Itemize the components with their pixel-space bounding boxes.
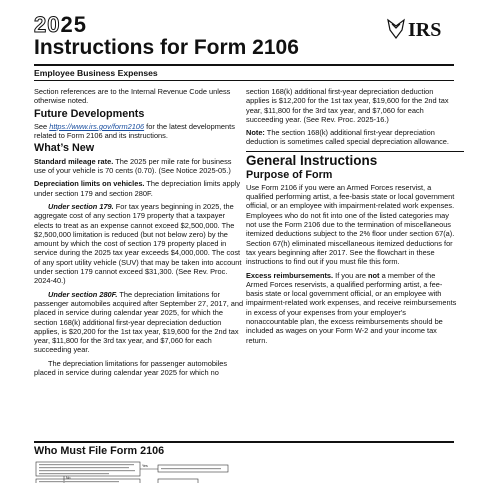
eagle-icon (388, 20, 404, 38)
general-instructions-heading: General Instructions (246, 153, 378, 169)
general-instructions-rule (246, 151, 464, 153)
flowchart-yes-label: Yes (142, 464, 148, 468)
form2106-link[interactable]: https://www.irs.gov/form2106 (49, 121, 145, 131)
purpose-of-form-heading: Purpose of Form (246, 168, 333, 181)
flowchart-heading: Who Must File Form 2106 (34, 445, 165, 457)
right-column (246, 87, 458, 349)
form-year: 2025 (34, 12, 87, 37)
depreciation-limits-paragraph: Depreciation limits on vehicles. The depreciation limits apply under section 179 and section 280F. (34, 179, 241, 198)
whats-new-heading: What’s New (34, 142, 95, 155)
future-developments-text: See https://www.irs.gov/form2106 for the latest developments related to Form 2106 and its instructions. (34, 121, 235, 141)
page-title: Instructions for Form 2106 (34, 36, 299, 59)
excess-reimbursements-paragraph: Excess reimbursements. If you are not a member of the Armed Forces reservists, a qualified performing artist, a fee-basis state or local government official, or an employee with impairment-related work expenses, and receive reimbursements in excess of your expenses from your employer's nonaccountable plan, the excess reimbursements should be included as wages on your Form W-2 and your income tax return. (246, 270, 457, 345)
flowchart-no-label: No (66, 476, 71, 480)
section-280f-paragraph: Under section 280F. The depreciation limitations for passenger automobiles acquired after September 27, 2017, and placed in service during calendar year 2025, for which the section 168(k) additional first-year depreciation deduction applies, is $20,200 for the 1st tax year, $19,600 for the 2nd tax year, $11,800 for the 3rd tax year, and $7,060 for each succeeding year. (34, 289, 244, 355)
left-column (34, 87, 244, 381)
flowchart-rule (34, 441, 454, 443)
continuation-text: section 168(k) additional first-year depreciation deduction applies is $12,200 for the 1st tax year, $19,600 for the 2nd tax year, $11,800 for the 3rd tax year, and $7,060 for each succeeding year. (See Rev. Proc. 2025-16.) (246, 87, 449, 124)
future-developments-heading: Future Developments (34, 107, 145, 120)
header-rule (34, 64, 454, 66)
subtitle-rule (34, 80, 454, 81)
mileage-rate-paragraph: Standard mileage rate. The 2025 per mile rate for business use of your vehicle is 70 cents (0.70). (See Notice 2025-05.) (34, 156, 232, 176)
svg-text:IRS: IRS (408, 19, 442, 41)
depreciation-limitations-paragraph: The depreciation limitations for passenger automobiles placed in service during calendar year 2025 for which no (34, 358, 228, 378)
subtitle: Employee Business Expenses (34, 68, 158, 78)
intro-text: Section references are to the Internal Revenue Code unless otherwise noted. (34, 87, 231, 106)
purpose-text: Use Form 2106 if you were an Armed Forces reservist, a qualified performing artist, a fee-basis state or local government official, or an employee with impairment-related work expenses. Employees who do not fit into one of the listed categories may not use the Form 2106 due to the termination of miscellaneous itemized deductions subject to the 2% floor under section 67(a). Section 67(h) eliminated miscellaneous itemized deductions for tax years beginning after 2017. See the flowchart in these instructions to find out if you must file this form. (246, 182, 455, 267)
section-179-paragraph: Under section 179. For tax years beginning in 2025, the aggregate cost of any section 179 property that a taxpayer elects to treat as an expense cannot exceed $2,500,000. The $2,500,000 limitation is reduced (but not below zero) by the amount by which the cost of section 179 property placed in service during the 2025 tax year exceeds $4,000,000. The cost of any sport utility vehicle (SUV) that may be taken into account under section 179 cannot exceed $31,300. (See Rev. Proc. 2024-40.) (34, 201, 242, 286)
irs-logo (386, 16, 456, 42)
note-paragraph: Note: The section 168(k) additional first-year depreciation deduction is sometimes called special depreciation allowance. (246, 128, 449, 147)
